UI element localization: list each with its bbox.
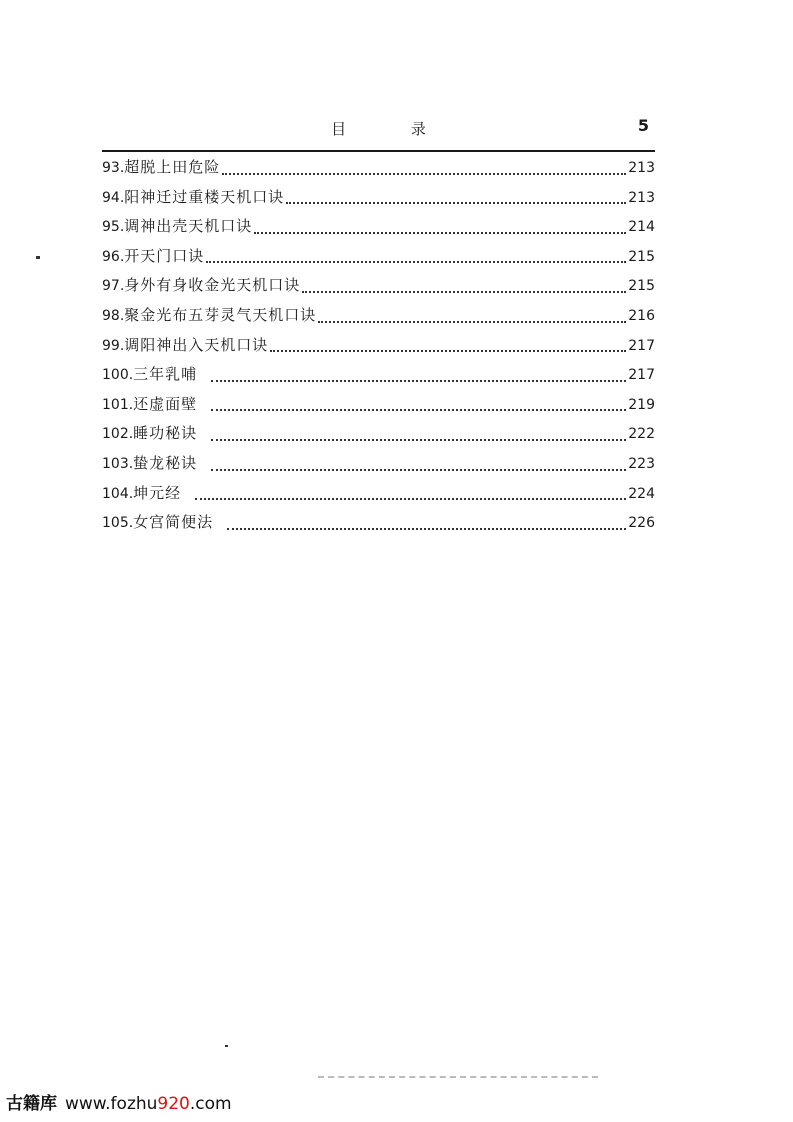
dot-leader bbox=[211, 379, 626, 382]
scan-speck bbox=[36, 256, 40, 259]
toc-entry-page: 226 bbox=[628, 515, 655, 532]
dot-leader bbox=[270, 349, 626, 352]
dot-leader bbox=[211, 468, 626, 471]
toc-entry-number: 95. bbox=[102, 219, 125, 236]
toc-entry-title: 调阳神出入天机口诀 bbox=[124, 335, 269, 354]
site-url[interactable] bbox=[65, 1094, 232, 1114]
dot-leader bbox=[211, 438, 626, 441]
dot-leader bbox=[206, 260, 626, 263]
url-highlight: 920 bbox=[157, 1094, 190, 1114]
scan-artifact bbox=[318, 1074, 598, 1078]
toc-entry-page: 215 bbox=[628, 248, 655, 265]
toc-entry-title: 睡功秘诀 bbox=[133, 424, 198, 443]
toc-entry-title: 阳神迁过重楼天机口诀 bbox=[124, 187, 285, 206]
toc-entry[interactable] bbox=[102, 390, 655, 420]
toc-entry[interactable] bbox=[102, 212, 655, 242]
dot-leader bbox=[318, 320, 626, 323]
scan-speck bbox=[225, 1045, 228, 1047]
toc-entry-title: 三年乳哺 bbox=[133, 365, 198, 384]
dot-leader bbox=[222, 172, 626, 175]
toc-entry-number: 93. bbox=[102, 160, 125, 176]
section-title: 目 录 bbox=[331, 120, 456, 138]
toc-entry-page: 219 bbox=[628, 396, 655, 413]
toc-entry-number: 101. bbox=[102, 396, 134, 413]
toc-entry[interactable] bbox=[102, 331, 655, 361]
dot-leader bbox=[254, 231, 626, 234]
toc-entry[interactable] bbox=[102, 479, 655, 509]
toc-entry-title: 还虚面壁 bbox=[133, 394, 198, 413]
toc-entry-page: 215 bbox=[628, 278, 655, 295]
page-number: 5 bbox=[637, 116, 649, 135]
toc-entry-title: 蛰龙秘诀 bbox=[133, 453, 198, 472]
toc-entry[interactable] bbox=[102, 419, 655, 449]
toc-entry-title: 超脱上田危险 bbox=[124, 158, 221, 176]
toc-entry[interactable] bbox=[102, 360, 655, 390]
toc-entry-title: 聚金光布五芽灵气天机口诀 bbox=[124, 305, 317, 324]
url-suffix: .com bbox=[189, 1094, 232, 1114]
dot-leader bbox=[286, 201, 626, 204]
toc-entry-page: 222 bbox=[628, 426, 655, 443]
toc-entry-number: 96. bbox=[102, 248, 125, 265]
toc-entry-number: 105. bbox=[102, 515, 134, 532]
toc-entry-number: 98. bbox=[102, 307, 125, 324]
dot-leader bbox=[227, 527, 626, 530]
url-prefix: www.fozhu bbox=[65, 1094, 158, 1114]
toc-entry-page: 223 bbox=[628, 455, 655, 472]
toc-entry-page: 217 bbox=[628, 367, 655, 384]
toc-entry[interactable] bbox=[102, 153, 655, 183]
dot-leader bbox=[211, 408, 626, 411]
toc-entry-page: 214 bbox=[628, 219, 655, 236]
toc-entry[interactable] bbox=[102, 183, 655, 213]
toc-entry-title: 开天门口诀 bbox=[124, 246, 205, 265]
toc-entry-title: 身外有身收金光天机口诀 bbox=[124, 276, 301, 295]
toc-entry-title: 女宫简便法 bbox=[133, 513, 214, 532]
page-header bbox=[102, 112, 655, 152]
site-name: 古籍库 bbox=[6, 1094, 57, 1114]
toc-entry-page: 224 bbox=[628, 485, 655, 502]
toc-entry-title: 坤元经 bbox=[133, 483, 182, 502]
toc-entry-number: 94. bbox=[102, 189, 125, 206]
toc-entry-number: 104. bbox=[102, 485, 134, 502]
dot-leader bbox=[195, 497, 626, 500]
toc-entry-number: 97. bbox=[102, 278, 125, 295]
table-of-contents bbox=[102, 153, 655, 538]
toc-entry[interactable] bbox=[102, 508, 655, 538]
toc-entry-title: 调神出壳天机口诀 bbox=[124, 217, 253, 236]
toc-entry-number: 99. bbox=[102, 337, 125, 354]
toc-entry[interactable] bbox=[102, 449, 655, 479]
toc-entry[interactable] bbox=[102, 301, 655, 331]
toc-entry-number: 100. bbox=[102, 367, 134, 384]
toc-entry[interactable] bbox=[102, 271, 655, 301]
toc-entry-page: 213 bbox=[628, 160, 655, 176]
toc-entry-number: 102. bbox=[102, 426, 134, 443]
toc-entry-number: 103. bbox=[102, 455, 134, 472]
toc-entry[interactable] bbox=[102, 242, 655, 272]
dot-leader bbox=[302, 290, 626, 293]
toc-entry-page: 216 bbox=[628, 307, 655, 324]
watermark bbox=[6, 1089, 232, 1114]
toc-entry-page: 213 bbox=[628, 189, 655, 206]
toc-entry-page: 217 bbox=[628, 337, 655, 354]
